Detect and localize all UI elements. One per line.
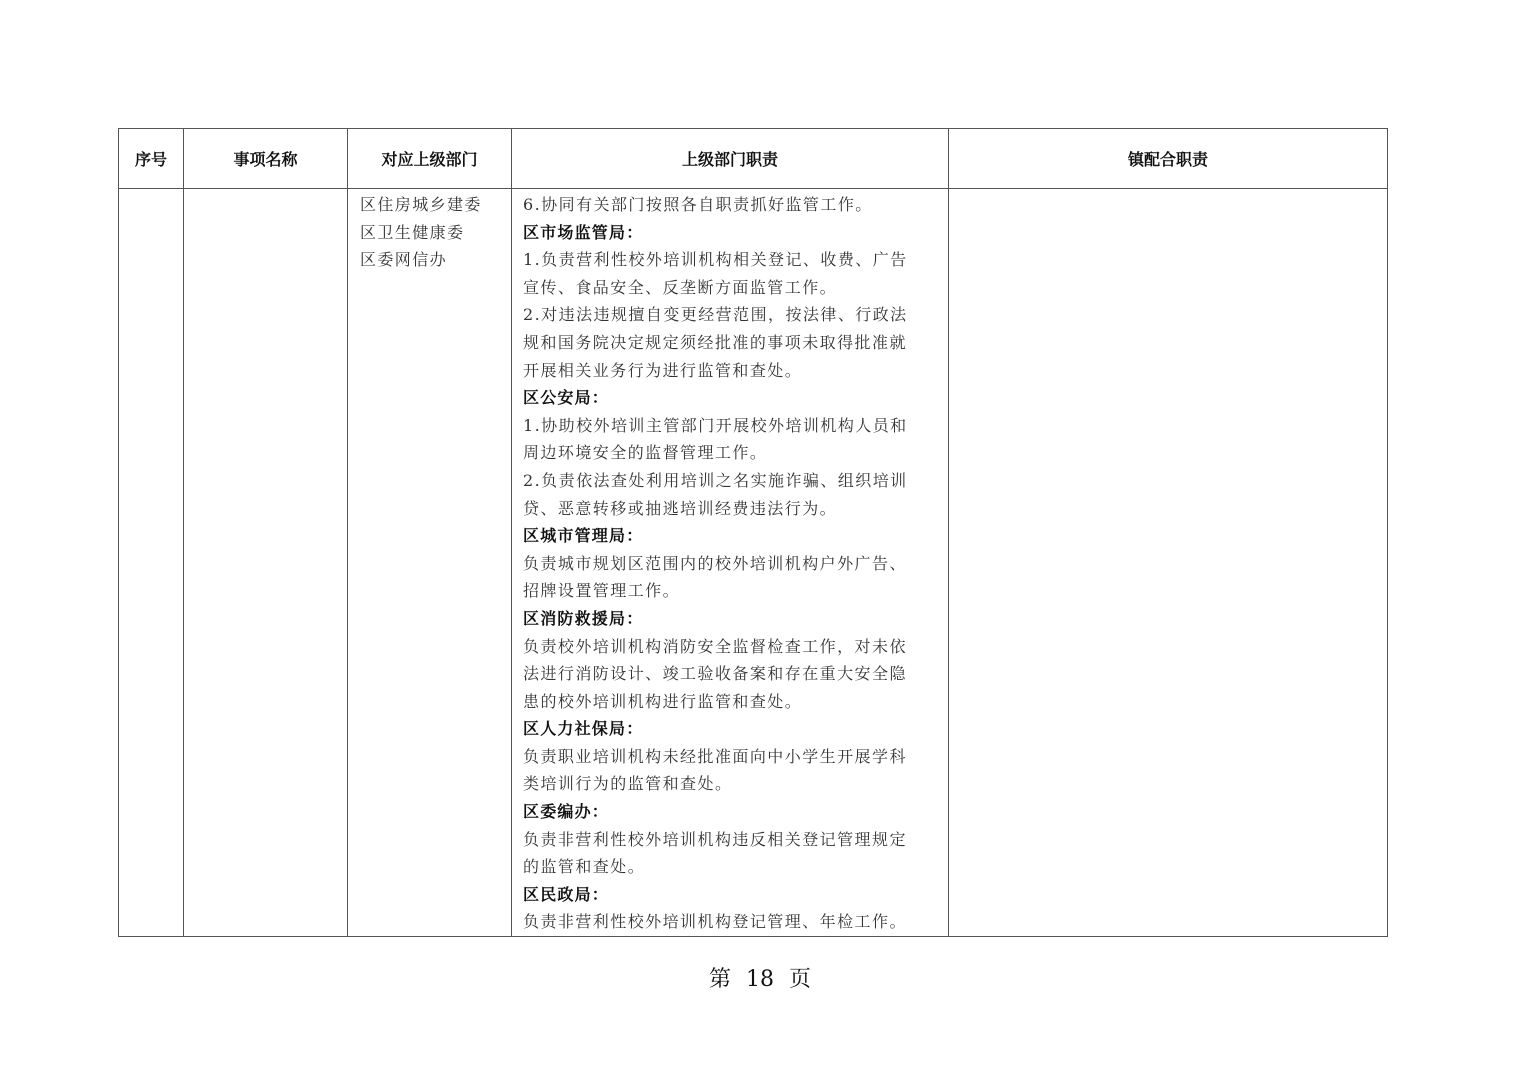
department-item: 区住房城乡建委 [360, 195, 482, 214]
duty-line: 的监管和查处。 [523, 857, 646, 877]
duty-line: 负责非营利性校外培训机构登记管理、年检工作。 [523, 912, 907, 932]
duty-line: 患的校外培训机构进行监管和查处。 [523, 691, 803, 711]
department-heading: 区公安局： [523, 388, 610, 408]
department-heading: 区民政局： [523, 884, 610, 904]
duty-line: 1.负责营利性校外培训机构相关登记、收费、广告 [523, 250, 908, 270]
department-list [348, 189, 511, 274]
duty-line: 1.协助校外培训主管部门开展校外培训机构人员和 [523, 415, 908, 435]
duty-line: 2.对违法违规擅自变更经营范围，按法律、行政法 [523, 305, 908, 325]
cell-item-name [184, 189, 348, 937]
duty-line: 贷、恶意转移或抽逃培训经费违法行为。 [523, 498, 838, 518]
header-superior-department: 对应上级部门 [348, 129, 512, 189]
department-heading: 区市场监管局： [523, 222, 644, 242]
header-superior-duties: 上级部门职责 [512, 129, 949, 189]
table-row [119, 189, 1388, 937]
duty-table [118, 128, 1388, 937]
duty-line: 法进行消防设计、竣工验收备案和存在重大安全隐 [523, 664, 907, 684]
cell-superior-department [348, 189, 512, 937]
department-heading: 区城市管理局： [523, 526, 644, 546]
duty-line: 类培训行为的监管和查处。 [523, 774, 733, 794]
duty-line: 负责职业培训机构未经批准面向中小学生开展学科 [523, 746, 907, 766]
header-item-name: 事项名称 [184, 129, 348, 189]
header-town-duties: 镇配合职责 [949, 129, 1388, 189]
department-heading: 区委编办： [523, 802, 610, 822]
duty-text-block [512, 189, 948, 936]
department-item: 区委网信办 [360, 250, 448, 270]
duty-line: 6.协同有关部门按照各自职责抓好监管工作。 [523, 195, 873, 214]
duty-line: 规和国务院决定规定须经批准的事项未取得批准就 [523, 332, 907, 352]
department-item: 区卫生健康委 [360, 222, 465, 242]
cell-town-duties [949, 189, 1388, 937]
page-number: 18 [746, 967, 774, 992]
table-header-row [119, 129, 1388, 189]
cell-superior-duties [512, 189, 949, 937]
duty-line: 负责非营利性校外培训机构违反相关登记管理规定 [523, 829, 907, 849]
duty-line: 开展相关业务行为进行监管和查处。 [523, 360, 803, 380]
duty-line: 负责城市规划区范围内的校外培训机构户外广告、 [523, 553, 907, 573]
duty-line: 2.负责依法查处利用培训之名实施诈骗、组织培训 [523, 470, 908, 490]
duty-line: 负责校外培训机构消防安全监督检查工作，对未依 [523, 636, 907, 656]
page-number-suffix: 页 [789, 967, 812, 992]
duty-line: 招牌设置管理工作。 [523, 581, 681, 601]
page-footer [0, 962, 1520, 993]
header-serial-number: 序号 [119, 129, 184, 189]
duty-line: 周边环境安全的监督管理工作。 [523, 443, 768, 463]
duty-line: 宣传、食品安全、反垄断方面监管工作。 [523, 277, 838, 297]
cell-serial-number [119, 189, 184, 937]
page-number-prefix: 第 [708, 967, 731, 992]
department-heading: 区消防救援局： [523, 608, 644, 628]
department-heading: 区人力社保局： [523, 719, 644, 739]
